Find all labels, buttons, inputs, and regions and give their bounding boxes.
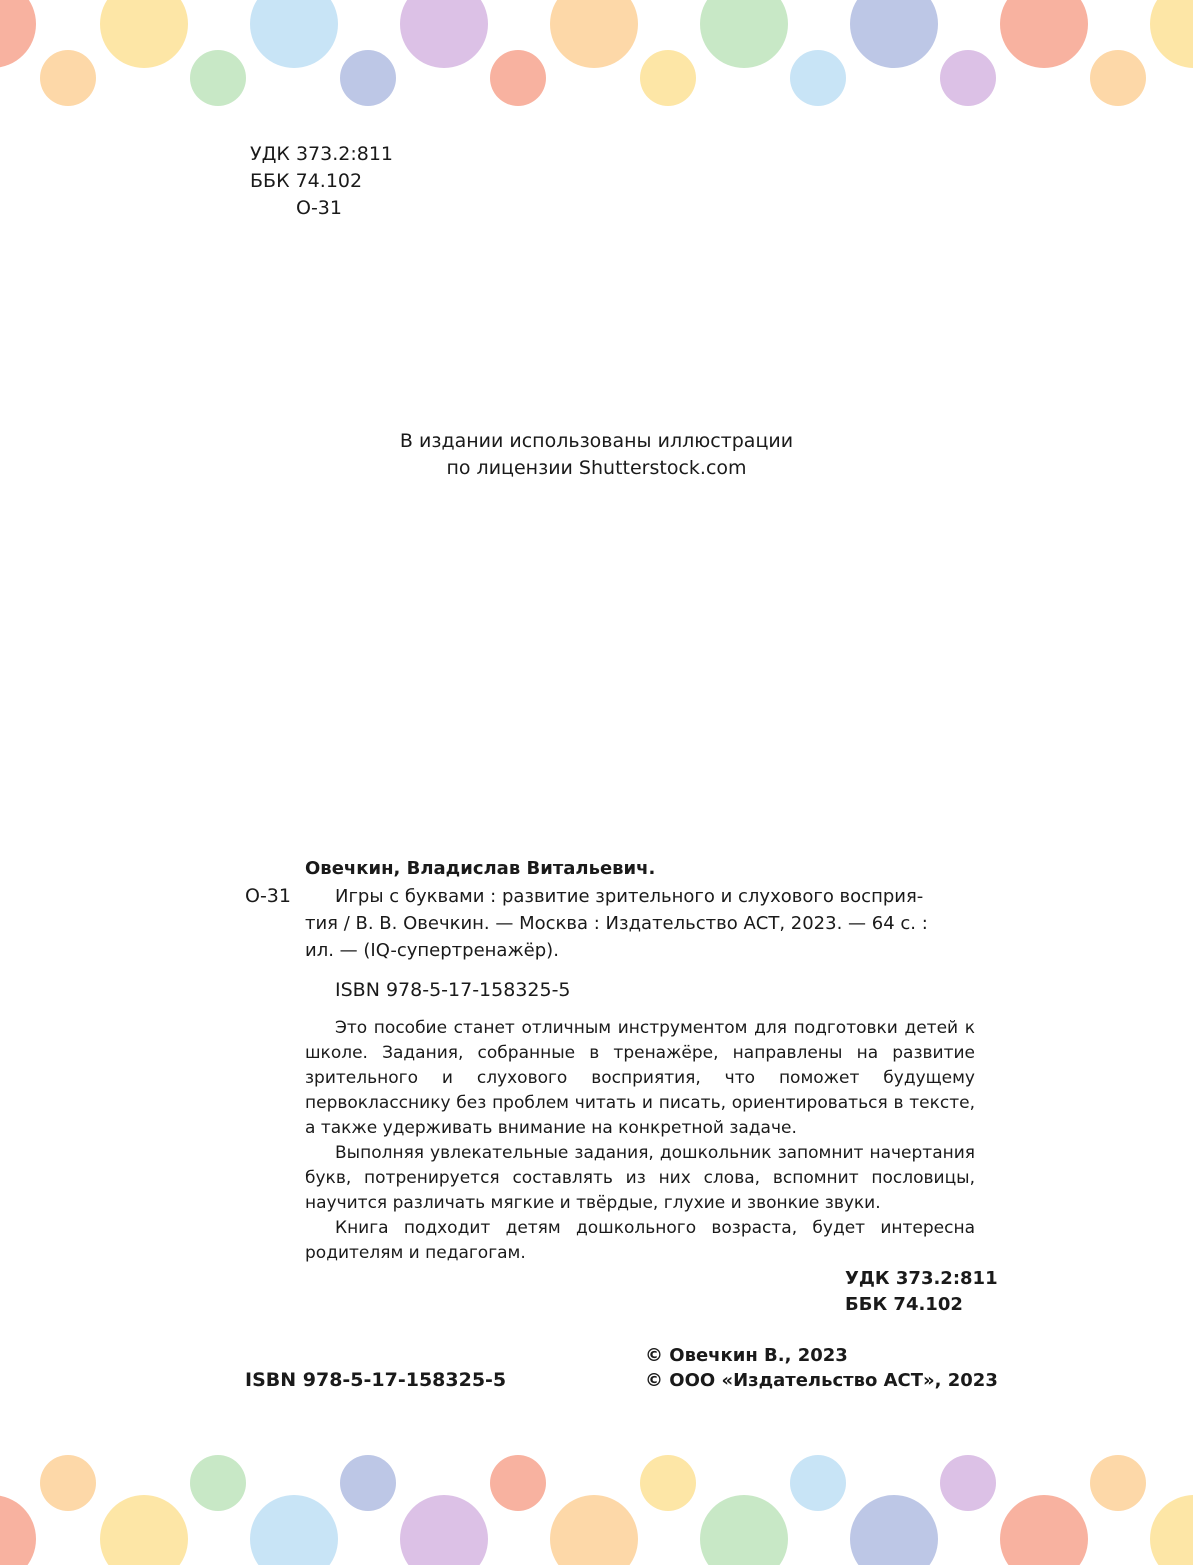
dot xyxy=(1000,1495,1088,1565)
license-note-line1: В издании использованы иллюстрации xyxy=(399,430,794,452)
annotation-paragraph-2: Выполняя увлекательные задания, дошкольник запомнит начертания букв, потренируется составлять из них слова, вспомнит пословицы, научится различать мягкие и твёрдые, глухие и звонкие звуки. xyxy=(305,1143,975,1213)
dot xyxy=(790,50,846,106)
bibliography-line2: тия / В. В. Овечкин. — Москва : Издательство АСТ, 2023. — 64 с. : xyxy=(305,913,928,934)
dot xyxy=(1090,1455,1146,1511)
dot xyxy=(0,0,36,68)
license-note-line2: по лицензии Shutterstock.com xyxy=(446,457,747,479)
dot xyxy=(700,1495,788,1565)
dot xyxy=(40,50,96,106)
bibliography-mark: О-31 xyxy=(245,885,291,907)
license-note xyxy=(0,428,1193,482)
dot xyxy=(940,1455,996,1511)
dot xyxy=(40,1455,96,1511)
dot xyxy=(250,1495,338,1565)
dot xyxy=(100,1495,188,1565)
dot xyxy=(1150,1495,1193,1565)
dot xyxy=(190,1455,246,1511)
dot xyxy=(490,1455,546,1511)
bottom-udk-code: УДК 373.2:811 xyxy=(845,1268,998,1289)
dot xyxy=(340,1455,396,1511)
footer-isbn: ISBN 978-5-17-158325-5 xyxy=(245,1369,507,1391)
top-bbk-code: ББК 74.102 xyxy=(250,170,363,192)
dot xyxy=(850,1495,938,1565)
dot xyxy=(400,0,488,68)
bibliography-line3: ил. — (IQ-супертренажёр). xyxy=(305,940,559,961)
annotation-paragraph-1: Это пособие станет отличным инструментом для подготовки детей к школе. Задания, собранные в тренажёре, направлены на развитие зрительного и слухового восприятия, что поможет будущему первокласснику без проблем читать и писать, ориентироваться в тексте, а также удерживать внимание на конкретной задаче. xyxy=(305,1018,975,1138)
top-dot-border xyxy=(0,0,1193,120)
dot xyxy=(1150,0,1193,68)
dot xyxy=(850,0,938,68)
bibliography-author: Овечкин, Владислав Витальевич. xyxy=(305,858,656,879)
dot xyxy=(550,1495,638,1565)
dot xyxy=(490,50,546,106)
top-udk-code: УДК 373.2:811 xyxy=(250,143,394,165)
dot xyxy=(400,1495,488,1565)
dot xyxy=(640,50,696,106)
dot xyxy=(1000,0,1088,68)
dot xyxy=(100,0,188,68)
dot xyxy=(0,1495,36,1565)
copyright-publisher: © ООО «Издательство АСТ», 2023 xyxy=(645,1370,998,1391)
top-author-mark: О-31 xyxy=(296,197,342,219)
bibliography-line1: Игры с буквами : развитие зрительного и слухового восприя- xyxy=(335,886,924,907)
dot xyxy=(700,0,788,68)
dot xyxy=(190,50,246,106)
dot xyxy=(340,50,396,106)
dot xyxy=(790,1455,846,1511)
copyright-author: © Овечкин В., 2023 xyxy=(645,1345,848,1366)
dot xyxy=(940,50,996,106)
dot xyxy=(550,0,638,68)
bibliography-isbn: ISBN 978-5-17-158325-5 xyxy=(335,979,571,1001)
dot xyxy=(250,0,338,68)
bottom-dot-border xyxy=(0,1445,1193,1565)
dot xyxy=(1090,50,1146,106)
dot xyxy=(640,1455,696,1511)
annotation-paragraph-3: Книга подходит детям дошкольного возраста, будет интересна родителям и педагогам. xyxy=(305,1218,975,1263)
bottom-bbk-code: ББК 74.102 xyxy=(845,1294,963,1315)
